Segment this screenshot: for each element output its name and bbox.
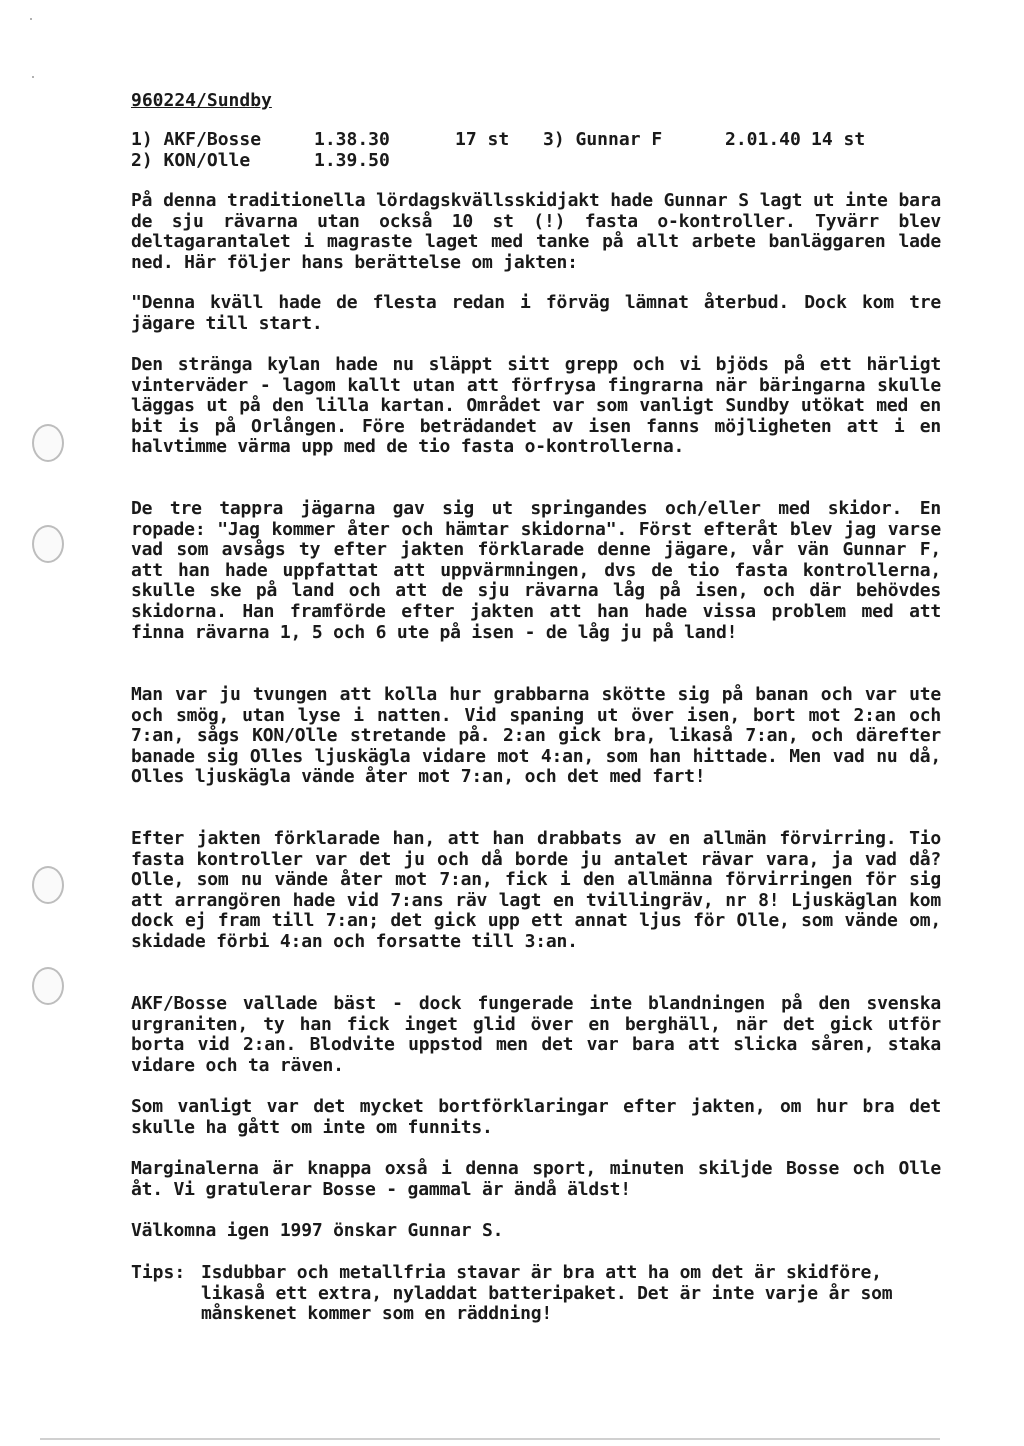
punch-hole (32, 424, 64, 462)
paragraph: Man var ju tvungen att kolla hur grabbarna skötte sig på banan och var ute och smög, utan lyse i natten. Vid spaning ut över isen, bort mot 2:an och 7:an, sågs KON/Olle stretande på. 2:an gick bra, likaså 7:an, och därefter banade sig Olles ljuskägla vidare mot 4:an, som han hittade. Men vad nu då, Olles ljuskägla vände åter mot 7:an, och det med fart! (131, 684, 952, 788)
paragraph: På denna traditionella lördagskvällsskidjakt hade Gunnar S lagt ut inte bara de sju rävarna utan också 10 st (!) fasta o-kontroller. Tyvärr blev deltagarantalet i magraste laget med tanke på allt arbete banläggaren lade ned. Här följer hans berättelse om jakten: (131, 190, 952, 273)
result-position: 2) KON/Olle (131, 149, 251, 171)
punch-hole (32, 866, 64, 904)
paragraph: AKF/Bosse vallade bäst - dock fungerade inte blandningen på den svenska urgraniten, ty han fick inget glid över en berghäll, när det gick utför borta vid 2:an. Blodvite uppstod men det var bara att slicka såren, staka vidare och ta räven. (131, 993, 952, 1076)
paragraph: Efter jakten förklarade han, att han drabbats av en allmän förvirring. Tio fasta kontroller var det ju och då borde ju antalet rävar vara, ja vad då? Olle, som nu vände åter mot 7:an, fick i den allmänna förvirringen för sig att arrangören hade vid 7:ans räv lagt en tvillingräv, nr 8! Ljuskäglan kom dock ej fram till 7:an; det gick upp ett annat ljus för Olle, som vände om, skidade förbi 4:an och forsatte till 3:an. (131, 828, 952, 952)
tips-label: Tips: (131, 1262, 186, 1283)
result-row (131, 130, 931, 151)
result-position: 3) Gunnar F (543, 129, 663, 150)
result-count: 14 st (811, 129, 866, 150)
result-time: 2.01.40 (725, 129, 801, 150)
scan-speck (32, 76, 34, 78)
paragraph: De tre tappra jägarna gav sig ut springandes och/eller med skidor. En ropade: "Jag kommer åter och hämtar skidorna". Först efteråt blev jag varse vad som avsågs ty efter jakten förklarade denne jägare, vår vän Gunnar F, att han hade uppfattat att uppvärmningen, dvs de tio fasta kontrollerna, skulle ske på land och att de sju rävarna låg på isen, och där behövdes skidorna. Han framförde efter jakten att han hade vissa problem med att finna rävarna 1, 5 och 6 ute på isen - de låg ju på land! (131, 498, 952, 643)
result-row (131, 151, 931, 172)
paragraph: Välkomna igen 1997 önskar Gunnar S. (131, 1220, 504, 1241)
result-count: 17 st (455, 129, 510, 150)
paragraph: "Denna kväll hade de flesta redan i förväg lämnat återbud. Dock kom tre jägare till start. (131, 292, 952, 334)
result-time: 1.39.50 (314, 149, 390, 171)
paragraph: Som vanligt var det mycket bortförklaringar efter jakten, om hur bra det skulle ha gått om inte om funnits. (131, 1096, 952, 1138)
punch-hole (32, 967, 64, 1005)
punch-hole (32, 525, 64, 563)
result-time: 1.38.30 (314, 129, 390, 150)
scan-speck (30, 18, 32, 20)
tips-text: Isdubbar och metallfria stavar är bra att ha om det är skidföre, likaså ett extra, nyladdat batteripaket. Det är inte varje år som månskenet kommer som en räddning! (201, 1262, 904, 1325)
paragraph: Den stränga kylan hade nu släppt sitt grepp och vi bjöds på ett härligt vinterväder - lagom kallt utan att förfrysa fingrarna när bäringarna skulle läggas ut på den lilla kartan. Området var som vanligt Sundby utökat med en bit is på Orlången. Före beträdandet av isen fanns möjligheten att i en halvtimme värma upp med de tio fasta o-kontrollerna. (131, 354, 952, 458)
scan-edge-line (40, 1438, 940, 1440)
paragraph: Marginalerna är knappa oxså i denna sport, minuten skiljde Bosse och Olle åt. Vi gratulerar Bosse - gammal är ändå äldst! (131, 1158, 952, 1200)
results-list (131, 130, 931, 171)
result-position: 1) AKF/Bosse (131, 129, 262, 150)
document-title: 960224/Sundby (131, 90, 272, 111)
